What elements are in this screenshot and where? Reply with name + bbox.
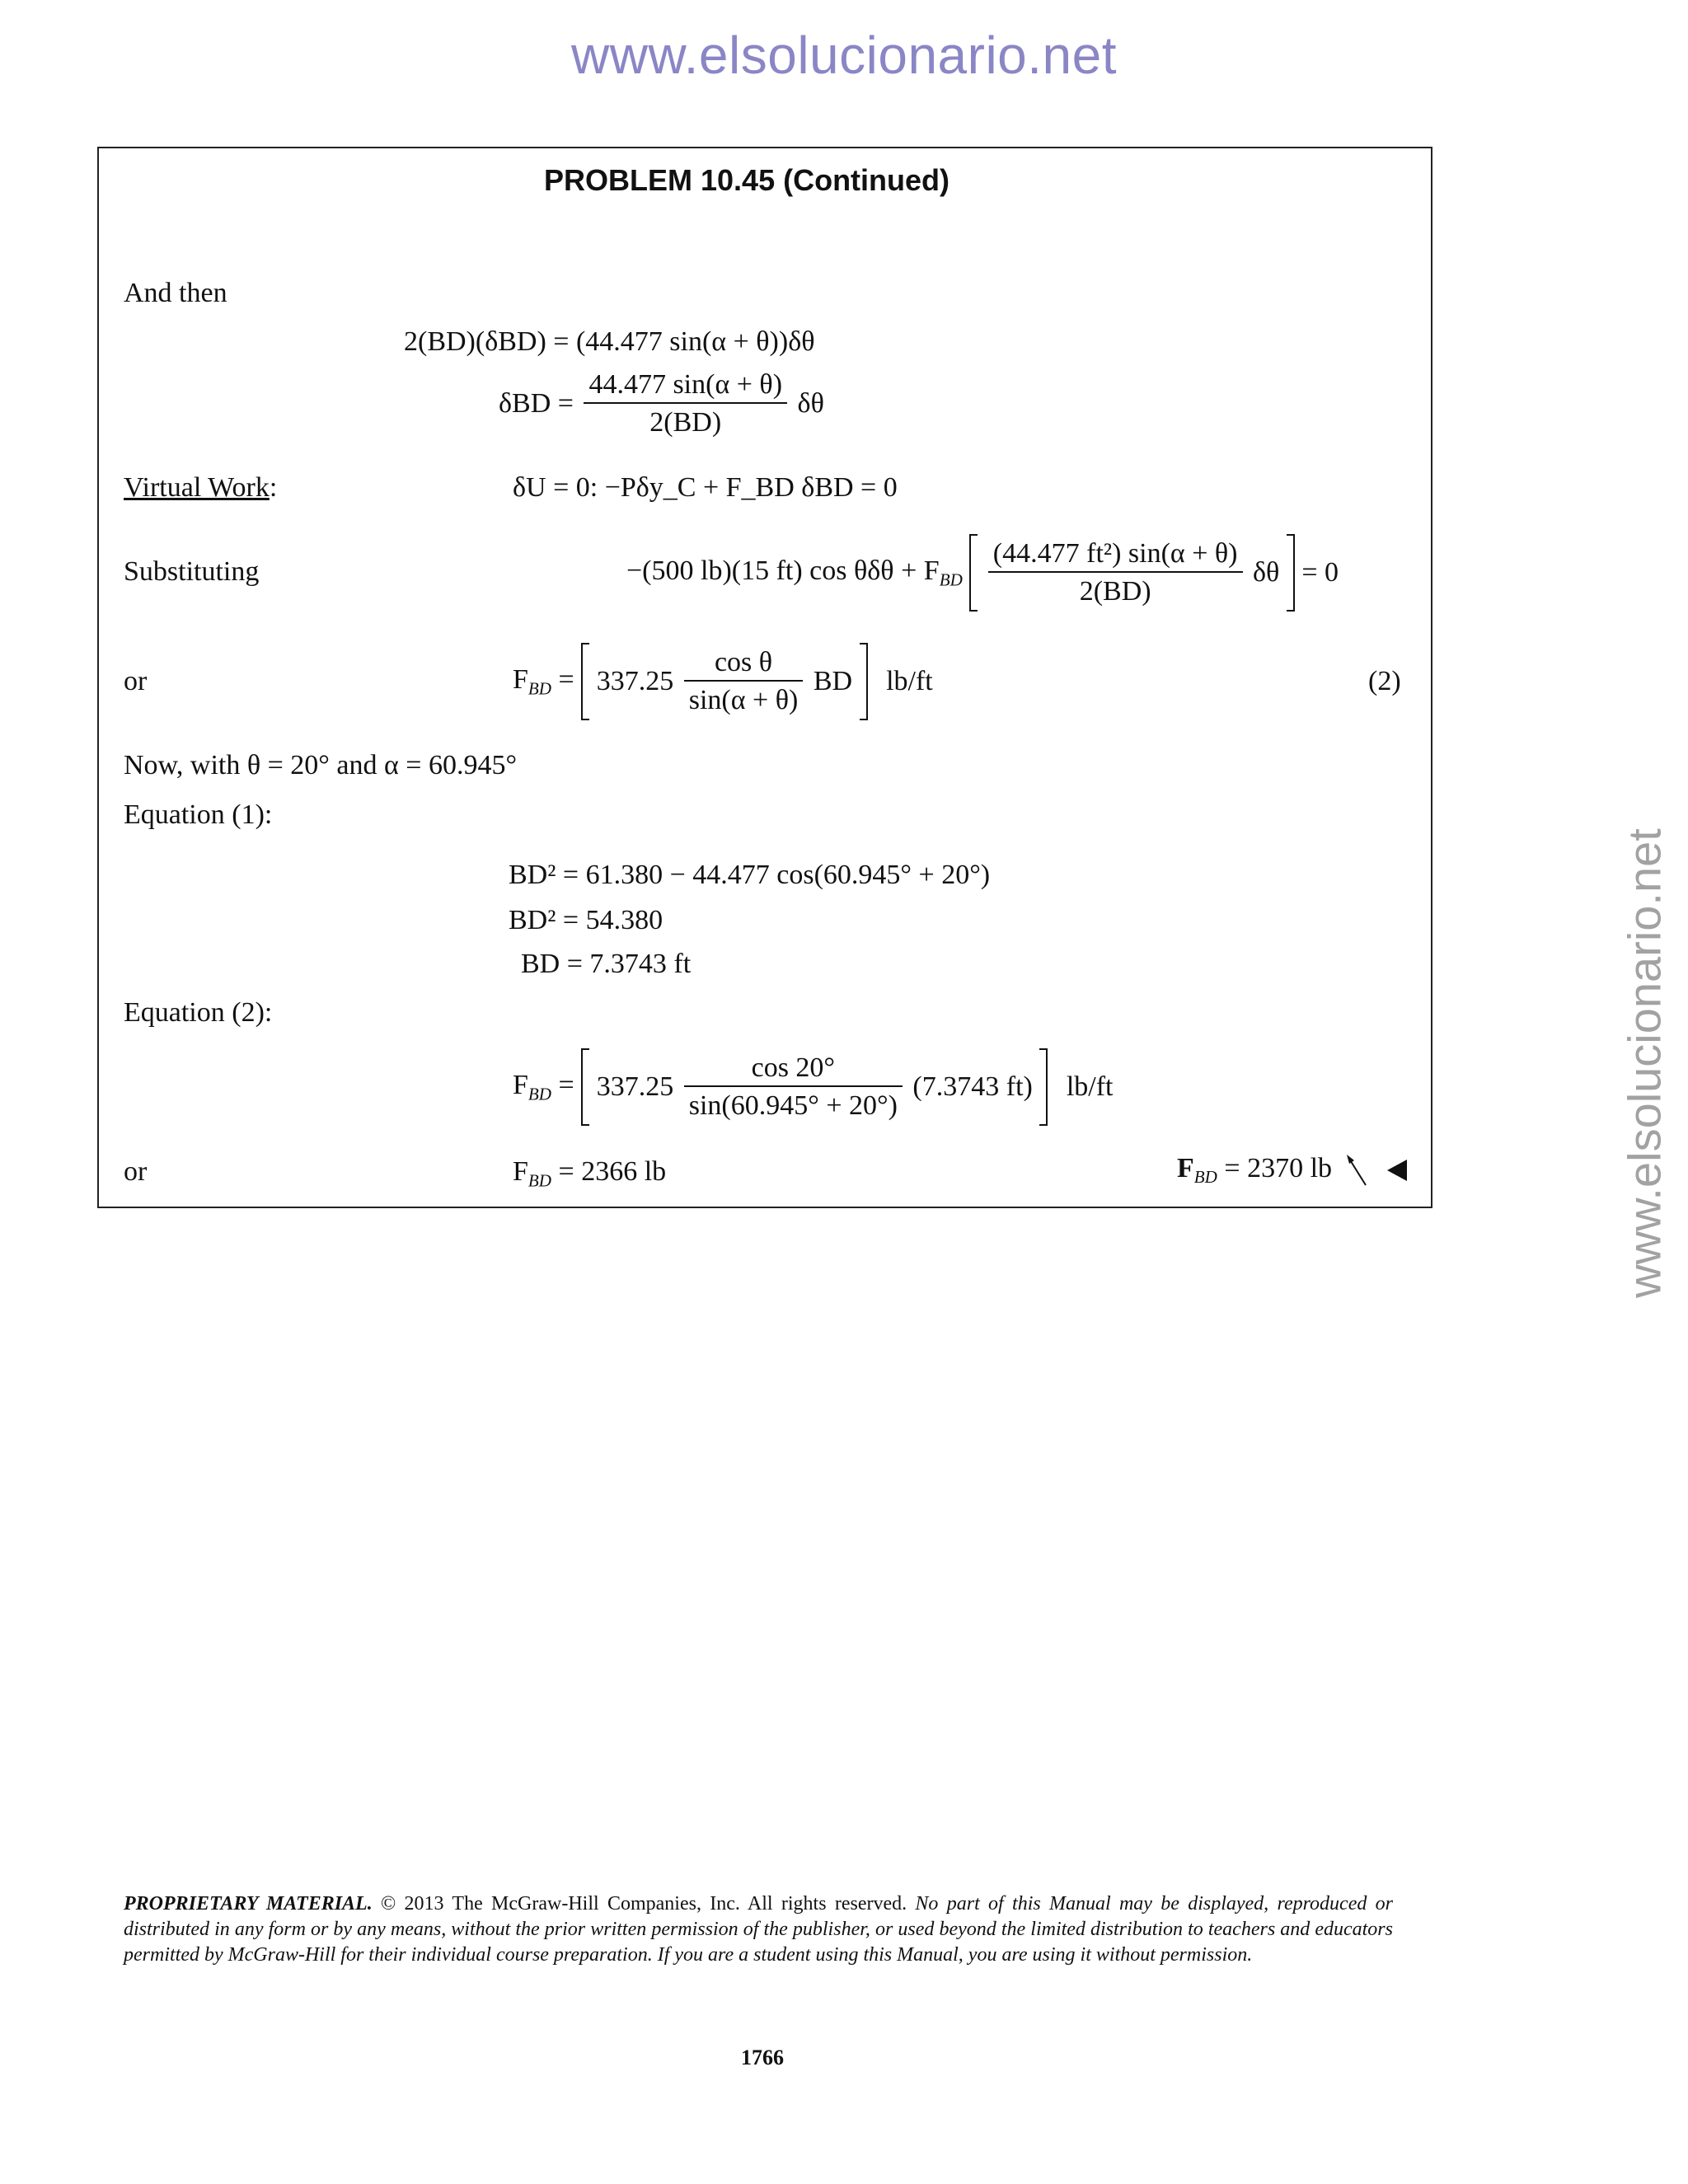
proprietary-notice-body: No part of this Manual may be displayed, reproduced or distributed in any form or by any means, without the prior written permission of the publisher, or used beyond the limited distribution to teachers and educators permitted by McGraw-Hill for their individual course preparation. If you are a student using this Manual, you are using it without permission. (124, 1893, 1393, 1966)
watermark-side: www.elsolucionario.net (1618, 828, 1671, 1298)
answer-value: = 2370 lb (1224, 1152, 1333, 1183)
eq-delta-bd-tail: δθ (797, 388, 824, 419)
or-label-1: or (124, 666, 148, 696)
eq-fbd-general-lhs-f: F (513, 663, 528, 695)
eq-fbd-numeric-coef: 337.25 (596, 1071, 674, 1102)
answer-marker-icon (1387, 1160, 1407, 1181)
right-bracket (1287, 534, 1295, 612)
page-number: 1766 (741, 2046, 784, 2069)
eq-fbd-numeric-tail: (7.3743 ft) (912, 1071, 1033, 1102)
eq-sub-denominator: 2(BD) (1079, 576, 1151, 607)
eq-fbd-numeric (513, 1048, 1114, 1126)
eq-fbd-numeric-units: lb/ft (1066, 1071, 1114, 1102)
final-answer (1177, 1152, 1407, 1188)
eq-fbd-general-fraction (684, 649, 804, 715)
eq1-line-3: BD = 7.3743 ft (521, 949, 692, 979)
eq-virtual-work: δU = 0: −Pδy_C + F_BD δBD = 0 (513, 472, 898, 503)
eq-sub-lead (626, 557, 963, 588)
eq-fbd-numeric-lhs-f: F (513, 1069, 528, 1100)
equation-1-label: Equation (1): (124, 799, 273, 830)
eq-sub-tail: δθ (1253, 557, 1280, 588)
eq1-line-2: BD² = 54.380 (509, 905, 663, 935)
eq-fbd-numeric-lhs (513, 1071, 574, 1103)
eq-fbd-value (513, 1158, 666, 1189)
eq-fbd-numeric-fraction (684, 1054, 903, 1120)
eq-fbd-general (513, 643, 933, 720)
eq-fbd-value-lhs-sub: BD (528, 1170, 552, 1191)
virtual-work-colon: : (269, 472, 278, 503)
left-bracket (581, 1048, 589, 1126)
virtual-work-label-text: Virtual Work (124, 472, 270, 503)
eq-fbd-value-lhs: F (513, 1156, 528, 1187)
eq-fbd-general-lhs-sub: BD (528, 678, 552, 699)
eq-fbd-numeric-denominator: sin(60.945° + 20°) (688, 1090, 898, 1121)
watermark-top: www.elsolucionario.net (571, 26, 1117, 85)
virtual-work-label (124, 472, 277, 504)
eq-bd-differential (404, 328, 815, 356)
substituting-label: Substituting (124, 556, 260, 587)
left-bracket (581, 643, 589, 720)
force-direction-arrow-icon (1344, 1152, 1369, 1188)
eq-fbd-value-rhs: = 2366 lb (558, 1156, 667, 1187)
eq-delta-bd-numerator: 44.477 sin(α + θ) (584, 371, 787, 404)
eq-delta-bd-denominator: 2(BD) (649, 407, 722, 438)
or-label-2: or (124, 1156, 148, 1187)
equation-number-2: (2) (1368, 666, 1401, 696)
eq-fbd-numeric-lhs-sub: BD (528, 1084, 552, 1104)
eq-fbd-general-lhs (513, 663, 574, 699)
equation-2-label: Equation (2): (124, 997, 273, 1028)
eq1-line-1: BD² = 61.380 − 44.477 cos(60.945° + 20°) (509, 860, 991, 890)
left-bracket (969, 534, 978, 612)
now-with-text: Now, with θ = 20° and α = 60.945° (124, 750, 518, 780)
eq-fbd-general-tail: BD (813, 666, 853, 696)
eq-sub-rhs: = 0 (1301, 557, 1339, 588)
answer-symbol: F (1177, 1152, 1194, 1183)
eq-delta-bd-fraction (584, 371, 787, 437)
proprietary-notice (124, 1891, 1393, 1968)
and-then-text: And then (124, 278, 227, 308)
eq-sub-lead-text: −(500 lb)(15 ft) cos θδθ + F (626, 555, 940, 586)
right-bracket (1039, 1048, 1048, 1126)
right-bracket (860, 643, 868, 720)
eq-fbd-numeric-eqsign: = (558, 1069, 574, 1100)
answer-symbol-subscript: BD (1193, 1167, 1217, 1188)
eq-delta-bd (499, 371, 824, 437)
eq-fbd-general-numerator: cos θ (684, 649, 804, 682)
eq-fbd-numeric-numerator: cos 20° (684, 1054, 903, 1087)
eq-bd-differential-text: 2(BD)(δBD) = (44.477 sin(α + θ))δθ (404, 326, 815, 357)
eq-delta-bd-lhs: δBD = (499, 388, 574, 419)
eq-sub-numerator: (44.477 ft²) sin(α + θ) (988, 540, 1243, 573)
eq-substituting (626, 534, 1339, 612)
eq-sub-lead-subscript: BD (939, 569, 963, 590)
proprietary-notice-lead: PROPRIETARY MATERIAL. (124, 1893, 373, 1915)
eq-fbd-general-units: lb/ft (886, 666, 933, 696)
eq-sub-fraction (988, 540, 1243, 606)
eq-fbd-general-eqsign: = (558, 663, 574, 695)
problem-title: PROBLEM 10.45 (Continued) (544, 163, 950, 197)
eq-fbd-general-coef: 337.25 (596, 666, 674, 696)
proprietary-notice-copyright: © 2013 The McGraw-Hill Companies, Inc. All rights reserved. (372, 1893, 907, 1915)
eq-fbd-general-denominator: sin(α + θ) (688, 685, 799, 715)
